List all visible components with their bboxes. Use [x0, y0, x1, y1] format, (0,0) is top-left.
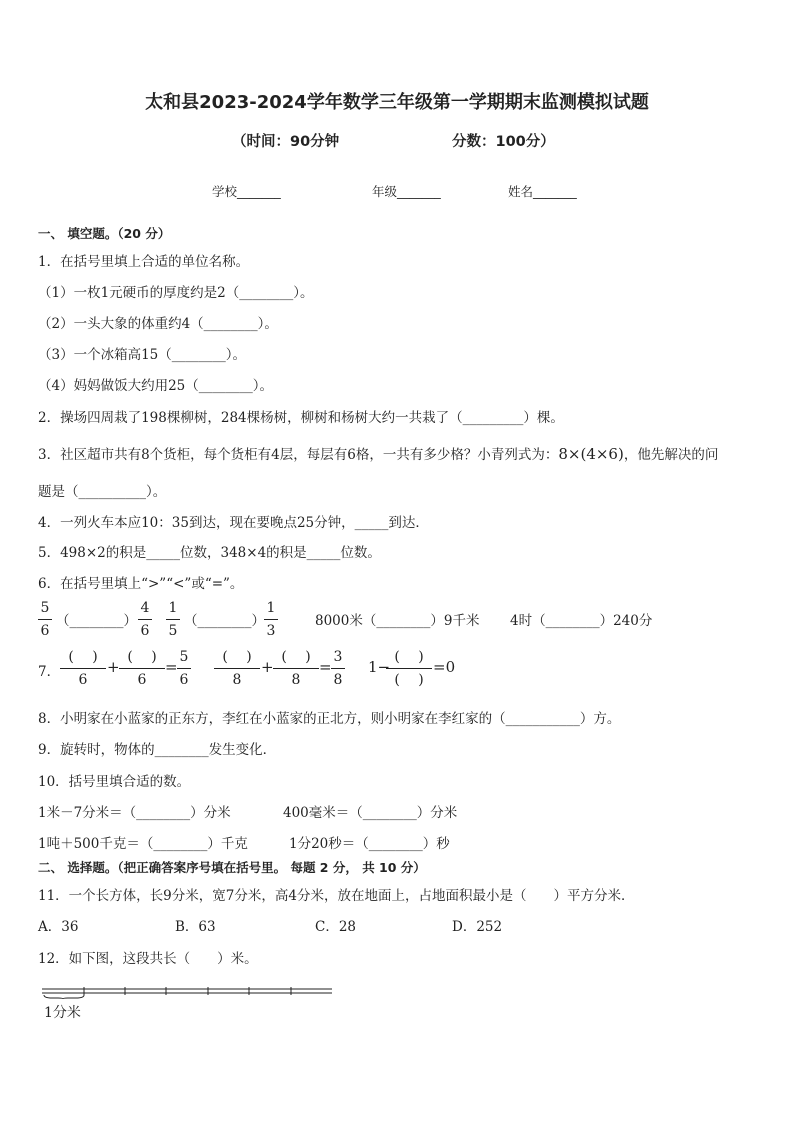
compare-meters: 8000米（________）9千米 [315, 613, 480, 629]
option-b: B．63 [175, 919, 216, 935]
time-label: （时间：90分钟 [232, 134, 340, 150]
denominator: 8 [333, 672, 343, 688]
numerator: ( ) [394, 649, 424, 665]
denominator: 3 [266, 623, 276, 639]
one-minus: 1− [368, 658, 391, 676]
equals-sign: = [319, 658, 332, 676]
fraction-blank-6-b [119, 648, 165, 689]
compare-blank-1: （________） [56, 613, 137, 629]
question-1-a: （1）一枚1元硬币的厚度约是2（________）。 [38, 285, 314, 301]
equals-sign: = [165, 658, 178, 676]
numerator: 5 [40, 600, 50, 616]
numerator: ( ) [222, 649, 252, 665]
fraction-5-6 [38, 599, 52, 640]
numerator: ( ) [68, 649, 98, 665]
question-11-stem: 11．一个长方体，长9分米，宽7分米，高4分米，放在地面上，占地面积最小是（ ）平方分米． [38, 888, 635, 904]
denominator: 6 [78, 672, 88, 688]
name-field: 姓名_______ [508, 184, 577, 199]
plus-sign: + [107, 658, 120, 676]
numerator: 1 [266, 600, 276, 616]
question-10-d: 1分20秒＝（________）秒 [289, 836, 450, 852]
fraction-1-5 [166, 599, 180, 640]
numerator: 1 [168, 600, 178, 616]
question-3-text: 3．社区超市共有8个货柜，每个货柜有4层，每层有6格，一共有多少格？小青列式为： [38, 447, 559, 463]
denominator: 6 [137, 672, 147, 688]
ruler-diagram [42, 985, 332, 999]
question-1-b: （2）一头大象的体重约4（________）。 [38, 316, 278, 332]
question-1-stem: 1．在括号里填上合适的单位名称。 [38, 254, 250, 270]
grade-field: 年级_______ [372, 184, 441, 199]
section-choice-heading: 二、 选择题。（把正确答案序号填在括号里。 每题 2 分， 共 10 分） [38, 860, 426, 875]
denominator: 8 [291, 672, 301, 688]
exam-title: 太和县2023-2024学年数学三年级第一学期期末监测模拟试题 [145, 92, 649, 113]
denominator: 6 [40, 623, 50, 639]
option-a: A．36 [38, 919, 79, 935]
question-10-a: 1米－7分米＝（________）分米 [38, 805, 231, 821]
numerator: ( ) [127, 649, 157, 665]
fraction-blank-8-b [273, 648, 319, 689]
compare-hours: 4时（________）240分 [510, 613, 653, 629]
question-3-line1 [38, 443, 718, 463]
numerator: 4 [140, 600, 150, 616]
question-6-stem: 6．在括号里填上“>”“<”或“=”。 [38, 576, 244, 592]
fraction-5-6-result [177, 648, 191, 689]
fraction-3-8-result [331, 648, 345, 689]
question-8: 8．小明家在小蓝家的正东方，李红在小蓝家的正北方，则小明家在李红家的（___________）方。 [38, 711, 621, 727]
question-1-c: （3）一个冰箱高15（________）。 [38, 347, 247, 363]
numerator: 3 [333, 649, 343, 665]
fraction-blank-6-a [60, 648, 106, 689]
question-10-c: 1吨＋500千克＝（________）千克 [38, 836, 248, 852]
question-3-line2: 题是（__________）。 [38, 484, 167, 500]
section-fill-blank-heading: 一、 填空题。（20 分） [38, 226, 171, 241]
question-10-b: 400毫米＝（________）分米 [283, 805, 458, 821]
ruler-label: 1分米 [44, 1005, 81, 1021]
denominator: 6 [140, 623, 150, 639]
question-10-stem: 10．括号里填合适的数。 [38, 774, 191, 790]
school-field: 学校_______ [212, 184, 281, 199]
denominator: ( ) [394, 672, 424, 688]
question-7-label: 7． [38, 664, 61, 680]
question-3-expression: 8×(4×6) [558, 445, 624, 463]
fraction-blank-8-a [214, 648, 260, 689]
question-2: 2．操场四周栽了198棵柳树，284棵杨树，柳树和杨树大约一共栽了（_________）棵。 [38, 410, 564, 426]
question-12-stem: 12．如下图，这段共长（ ）米。 [38, 951, 258, 967]
question-9: 9．旋转时，物体的________发生变化． [38, 742, 277, 758]
numerator: ( ) [281, 649, 311, 665]
score-label: 分数：100分） [452, 134, 555, 150]
question-4: 4．一列火车本应10：35到达，现在要晚点25分钟，_____到达． [38, 515, 429, 531]
question-3-tail: ，他先解决的问 [623, 447, 719, 463]
denominator: 5 [168, 623, 178, 639]
fraction-4-6 [138, 599, 152, 640]
plus-sign: + [261, 658, 274, 676]
denominator: 8 [232, 672, 242, 688]
fraction-1-3 [264, 599, 278, 640]
question-5: 5．498×2的积是_____位数，348×4的积是_____位数。 [38, 545, 381, 561]
compare-blank-2: （________） [184, 613, 265, 629]
fraction-blank-blank [386, 648, 432, 689]
option-c: C．28 [315, 919, 357, 935]
option-d: D．252 [452, 919, 503, 935]
equals-zero: =0 [433, 658, 456, 676]
question-1-d: （4）妈妈做饭大约用25（________）。 [38, 378, 274, 394]
numerator: 5 [179, 649, 189, 665]
denominator: 6 [179, 672, 189, 688]
